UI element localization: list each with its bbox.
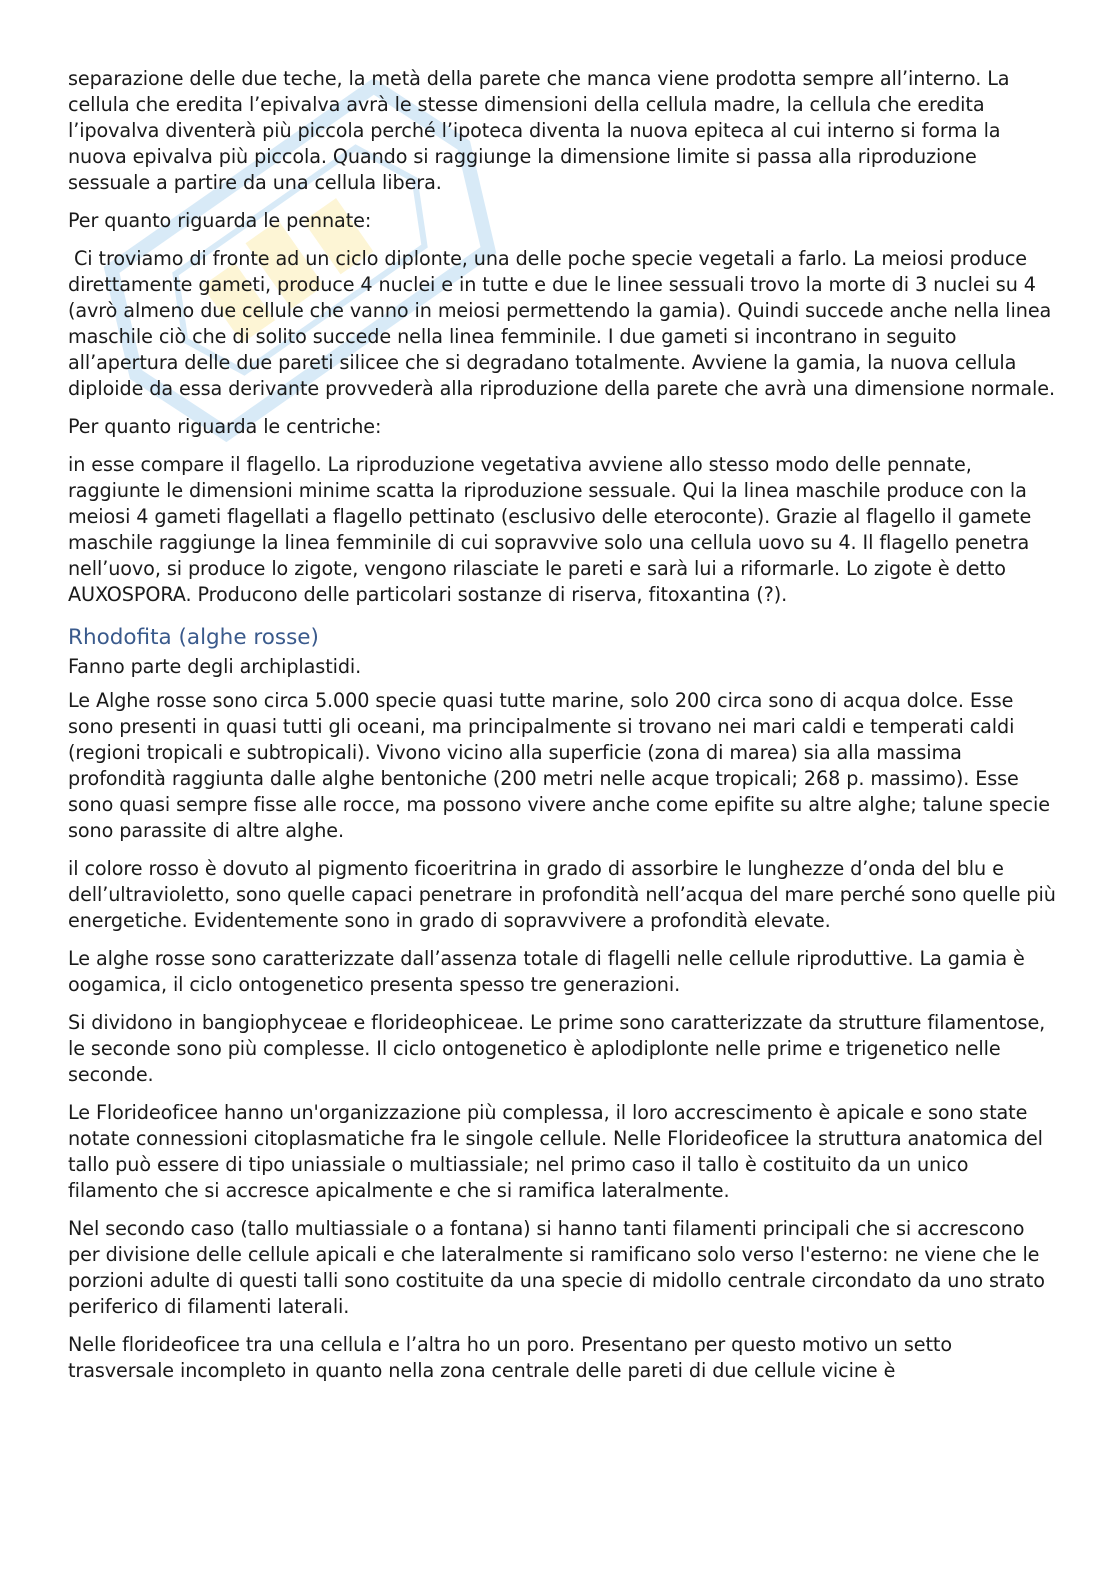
document-page <box>68 66 1058 1396</box>
paragraph-section-8: Nelle florideoficee tra una cellula e l’altra ho un poro. Presentano per questo motivo un setto trasversale incompleto in quanto nella zona centrale delle pareti di due cellule vicine è <box>68 1333 952 1382</box>
paragraph-section-4: Le alghe rosse sono caratterizzate dall’assenza totale di flagelli nelle cellule riproduttive. La gamia è oogamica, il ciclo ontogenetico presenta spesso tre generazioni. <box>68 947 1025 996</box>
paragraph-section-6: Le Florideoficee hanno un'organizzazione più complessa, il loro accrescimento è apicale e sono state notate connessioni citoplasmatiche fra le singole cellule. Nelle Florideoficee la struttura anatomica del tallo può essere di tipo uniassiale o multiassiale; nel primo caso il tallo è costituito da un unico filamento che si accresce apicalmente e che si ramifica lateralmente. <box>68 1101 1043 1202</box>
paragraph-centriche: in esse compare il flagello. La riproduzione vegetativa avviene allo stesso modo delle pennate, raggiunte le dimensioni minime scatta la riproduzione sessuale. Qui la linea maschile produce con la meiosi 4 gameti flagellati a flagello pettinato (esclusivo delle eteroconte). Grazie al flagello il gamete maschile raggiunge la linea femminile di cui sopravvive solo una cellula uovo su 4. Il flagello penetra nell’uovo, si produce lo zigote, vengono rilasciate le pareti e sarà lui a riformarle. Lo zigote è detto AUXOSPORA. Producono delle particolari sostanze di riserva, fitoxantina (?). <box>68 453 1032 606</box>
paragraph-section-2: Le Alghe rosse sono circa 5.000 specie quasi tutte marine, solo 200 circa sono di acqua dolce. Esse sono presenti in quasi tutti gli oceani, ma principalmente si trovano nei mari caldi e temperati caldi (regioni tropicali e subtropicali). Vivono vicino alla superficie (zona di marea) sia alla massima profondità raggiunta dalle alghe bentoniche (200 metri nelle acque tropicali; 268 p. massimo). Esse sono quasi sempre fisse alle rocce, ma possono vivere anche come epifite su altre alghe; talune specie sono parassite di altre alghe. <box>68 689 1050 842</box>
paragraph-intro-1: separazione delle due teche, la metà della parete che manca viene prodotta sempre all’interno. La cellula che eredita l’epivalva avrà le stesse dimensioni della cellula madre, la cellula che eredita l’ipovalva diventerà più piccola perché l’ipoteca diventa la nuova epiteca al cui interno si forma la nuova epivalva più piccola. Quando si raggiunge la dimensione limite si passa alla riproduzione sessuale a partire da una cellula libera. <box>68 67 1010 194</box>
paragraph-pennate: Ci troviamo di fronte ad un ciclo diplonte, una delle poche specie vegetali a farlo. La meiosi produce direttamente gameti, produce 4 nuclei e in tutte e due le linee sessuali trovo la morte di 3 nuclei su 4 (avrò almeno due cellule che vanno in meiosi permettendo la gamia). Quindi succede anche nella linea maschile ciò che di solito succede nella linea femminile. I due gameti si incontrano in seguito all’apertura delle due pareti silicee che si degradano totalmente. Avviene la gamia, la nuova cellula diploide da essa derivante provvederà alla riproduzione della parete che avrà una dimensione normale. <box>68 247 1058 400</box>
section-heading: Rhodofita (alghe rosse) <box>68 625 319 650</box>
paragraph-section-3: il colore rosso è dovuto al pigmento ficoeritrina in grado di assorbire le lunghezze d’onda del blu e dell’ultravioletto, sono quelle capaci penetrare in profondità nell’acqua del mare perché sono quelle più energetiche. Evidentemente sono in grado di sopravvivere a profondità elevate. <box>68 857 1056 932</box>
paragraph-section-1: Fanno parte degli archiplastidi. <box>68 655 362 678</box>
paragraph-section-5: Si dividono in bangiophyceae e florideophiceae. Le prime sono caratterizzate da strutture filamentose, le seconde sono più complesse. Il ciclo ontogenetico è aplodiplonte nelle prime e trigenetico nelle seconde. <box>68 1011 1046 1086</box>
paragraph-pennate-label: Per quanto riguarda le pennate: <box>68 209 372 232</box>
paragraph-section-7: Nel secondo caso (tallo multiassiale o a fontana) si hanno tanti filamenti principali che si accrescono per divisione delle cellule apicali e che lateralmente si ramificano solo verso l'esterno: ne viene che le porzioni adulte di questi talli sono costituite da una specie di midollo centrale circondato da uno strato periferico di filamenti laterali. <box>68 1217 1045 1318</box>
paragraph-centriche-label: Per quanto riguarda le centriche: <box>68 415 382 438</box>
